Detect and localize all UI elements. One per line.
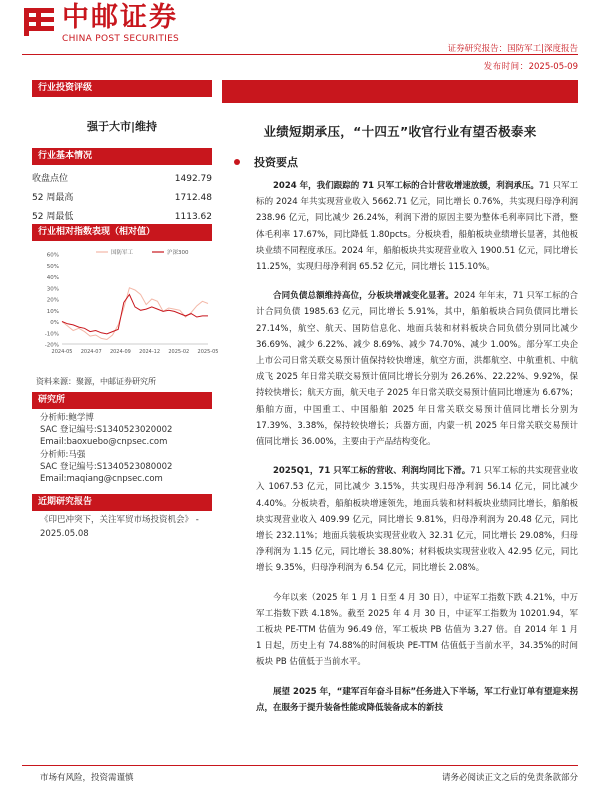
analyst-line: 分析师:马强 xyxy=(40,449,86,460)
industry-rating: 强于大市|维持 xyxy=(86,120,158,133)
header-divider xyxy=(22,54,578,55)
chart-source: 资料来源：聚源，中邮证券研究所 xyxy=(36,377,156,386)
analyst-email[interactable]: Email:baoxuebo@cnpsec.com xyxy=(40,437,168,448)
paragraph xyxy=(256,463,578,576)
perf-section-title: 行业相对指数表现（相对值） xyxy=(32,224,212,241)
stat-value: 1492.79 xyxy=(174,174,212,184)
key-points-body xyxy=(256,178,578,729)
stat-row xyxy=(32,189,212,208)
analyst-line: 分析师:鲍学博 xyxy=(40,413,94,423)
paragraph-lead: 2025Q1，71 只军工标的营收、利润均同比下滑。 xyxy=(273,466,471,477)
disclaimer-notice: 请务必阅读正文之后的免责条款部分 xyxy=(441,773,578,783)
y-tick-label: 40% xyxy=(46,275,59,281)
paragraph-text: 71 只军工标的共实现营业收入 1067.53 亿元，同比减少 3.15%，共实现归母净利润 56.14 亿元，同比减少 4.40%。分板块看，船舶板块增速领先，地面兵装和材料板块业绩同比增长，船舶板块实现营业收入 409.99 亿元，同比增长 9.81%，归母净利润为 20.48 亿元，同比增长 232.11%；地面兵装板块实现营业收入 32.31 亿元，同比增长 29.08%，归母净利润为 1.15 亿元，同比增长 38.80%；材料板块实现营业收入 42.95 亿元，同比增长 9.35%，归母净利润为 6.54 亿元，同比增长 2.08%。 xyxy=(256,466,578,574)
paragraph-text: 今年以来（2025 年 1 月 1 日至 4 月 30 日），中证军工指数下跌 4.21%，中万军工指数下跌 4.18%。截至 2025 年 4 月 30 日，中证军工指数为 10201.94，军工板块 PE-TTM 估值为 96.49 倍，军工板块 PB 估值为 3.27 倍。自 2014 年 1 月 1 日起，历史上有 74.88%的时间板块 PE-TTM 估值低于当前水平，34.35%的时间板块 PB 估值低于当前水平。 xyxy=(256,592,578,668)
report-title: 业绩短期承压，“十四五”收官行业有望否极泰来 xyxy=(263,124,537,139)
paragraph-lead: 展望 2025 年，“建军百年奋斗目标”任务进入下半场，军工行业订单有望迎来拐点， xyxy=(256,686,578,713)
stat-value: 1113.62 xyxy=(174,212,212,222)
y-tick-label: -10% xyxy=(44,331,59,338)
risk-notice: 市场有风险，投资需谨慎 xyxy=(40,773,134,783)
rating-section-title: 行业投资评级 xyxy=(32,80,212,97)
y-tick-label: 30% xyxy=(46,286,59,293)
footer-divider xyxy=(22,765,578,766)
stat-label: 52 周最低 xyxy=(32,212,74,222)
analyst-line: SAC 登记编号:S1340523080002 xyxy=(40,461,173,472)
report-type: 证券研究报告：国防军工|深度报告 xyxy=(447,44,578,54)
logo-en: CHINA POST SECURITIES xyxy=(62,34,180,44)
y-tick-label: 50% xyxy=(46,263,59,270)
analyst-line: SAC 登记编号:S1340523020002 xyxy=(40,425,173,436)
y-tick-label: 20% xyxy=(46,297,59,304)
publish-label: 发布时间： xyxy=(483,62,529,72)
stat-label: 收盘点位 xyxy=(32,174,69,184)
paragraph-lead: 合同负债总额维持高位，分板块增减变化显著。 xyxy=(273,291,454,302)
basic-section-title: 行业基本情况 xyxy=(32,148,212,165)
series-line xyxy=(62,288,208,340)
analyst-list xyxy=(40,412,172,485)
paragraph xyxy=(256,178,578,275)
x-tick-label: 2024-07 xyxy=(80,349,102,355)
publish-date-value: 2025-05-09 xyxy=(528,62,578,72)
paragraph xyxy=(256,684,578,716)
china-post-logo-icon xyxy=(22,4,56,38)
key-points-heading xyxy=(222,154,298,170)
y-tick-label: -20% xyxy=(44,342,59,349)
title-banner xyxy=(222,80,578,103)
x-tick-label: 2024-12 xyxy=(139,349,161,355)
stat-label: 52 周最高 xyxy=(32,193,74,203)
recent-section-title: 近期研究报告 xyxy=(32,494,212,511)
recent-report-link[interactable]: 《印巴冲突下，关注军贸市场投资机会》 - 2025.05.08 xyxy=(40,515,199,539)
relative-index-chart xyxy=(32,244,219,362)
legend-label: 沪深300 xyxy=(167,250,189,256)
bullet-dot-icon xyxy=(234,159,240,165)
analyst-email[interactable]: Email:maqiang@cnpsec.com xyxy=(40,474,163,485)
publish-date xyxy=(484,60,578,72)
x-tick-label: 2025-02 xyxy=(168,349,190,355)
analyst-section-title: 研究所 xyxy=(32,392,212,409)
legend-label: 国防军工 xyxy=(111,250,134,256)
stat-value: 1712.48 xyxy=(174,193,212,203)
paragraph xyxy=(256,590,578,671)
x-tick-label: 2024-05 xyxy=(51,349,73,355)
y-tick-label: 10% xyxy=(46,308,59,315)
x-tick-label: 2024-09 xyxy=(109,349,131,355)
key-points-title: 投资要点 xyxy=(254,156,298,169)
basic-stats xyxy=(32,170,212,227)
y-tick-label: 60% xyxy=(46,252,59,259)
stat-row xyxy=(32,170,212,189)
y-tick-label: 0% xyxy=(50,320,59,326)
x-tick-label: 2025-05 xyxy=(197,349,219,355)
paragraph-lead: 2024 年，我们跟踪的 71 只军工标的合计营收增速放缓，利润承压。 xyxy=(273,181,539,191)
paragraph-text: 在服务于提升装备性能或降低装备成本的新技 xyxy=(273,702,444,713)
paragraph-text: 71 只军工标的 2024 年共实现营业收入 5662.71 亿元，同比增长 0.76%，共实现归母净利润 238.96 亿元，同比减少 26.24%，利润下滑的原因主要为整体毛利率同比下滑，整体毛利率 17.67%，同比降低 1.80pcts。分板块看，船舶板块业绩增长显著，其他板块业绩不同程度承压。2024 年，船舶板块共实现营业收入 1900.51 亿元，同比增长 11.25%，实现归母净利润 65.52 亿元，同比增长 115.10%。 xyxy=(256,181,578,273)
logo-cn: 中邮证券 xyxy=(62,2,178,33)
paragraph xyxy=(256,288,578,450)
paragraph-text: 2024 年年末，71 只军工标的合计合同负债 1985.63 亿元，同比增长 5.91%，其中，船舶板块合同负债同比增长 27.14%，航空、航天、国防信息化、地面兵装和材料板块合同负债分别同比减少 36.69%、减少 6.22%、减少 8.69%、减少 74.70%、减少 1.00%。部分军工央企上市公司日常关联交易预计值保持较快增速，航空方面，洪都航空、中航重机、中航成飞 2025 年日常关联交易预计值同比增长分别为 26.26%、22.22%、9.92%，保持较快增长；航天方面，航天电子 2025 年日常关联交易预计值同比增速为 6.67%；船舶方面，中国重工、中国船舶 2025 年日常关联交易预计值同比增长分别为 17.39%、3.38%，保持较快增长；兵器方面，内蒙一机 2025 年日常关联交易预计值同比增长 36.00%，主要由于产品结构变化。 xyxy=(256,291,578,448)
series-line xyxy=(62,295,208,334)
